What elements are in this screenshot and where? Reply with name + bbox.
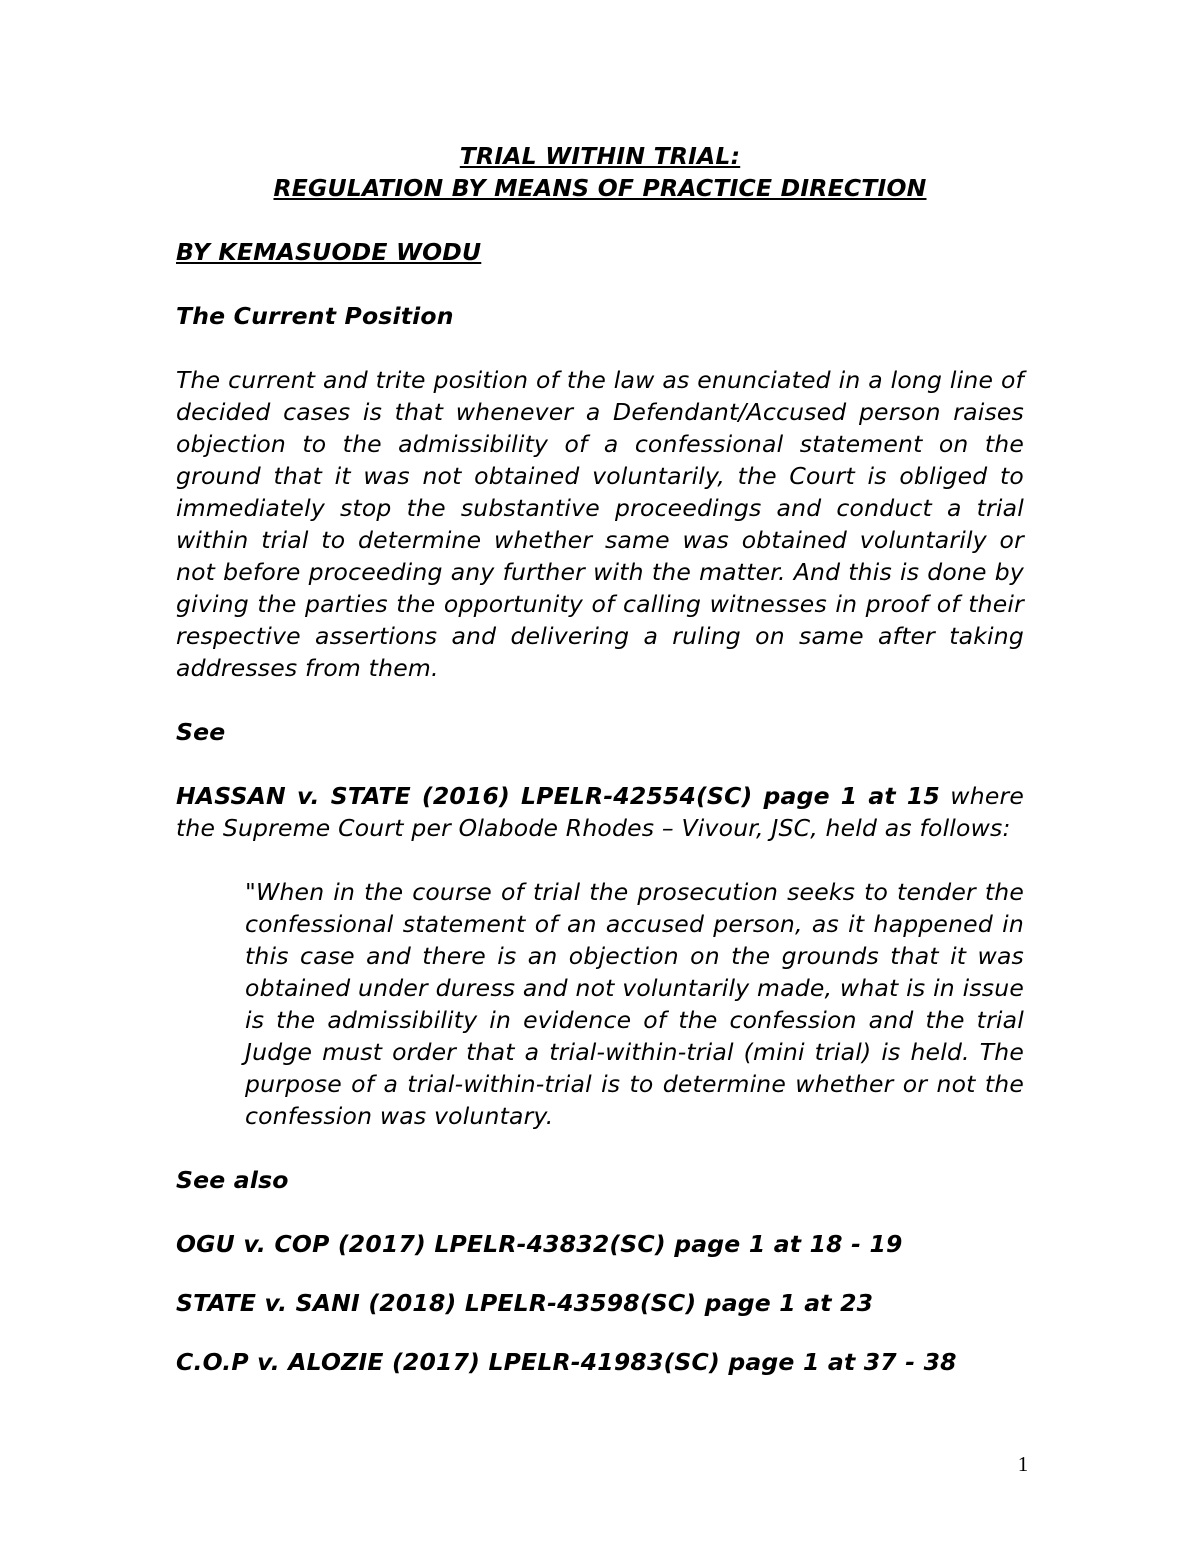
main-case-citation: HASSAN v. STATE (2016) LPELR-42554(SC) page 1 at 15	[176, 782, 940, 810]
document-body	[176, 140, 1024, 1378]
see-label: See	[176, 718, 226, 746]
page-number: 1	[1017, 1452, 1029, 1476]
case-citation-1: OGU v. COP (2017) LPELR-43832(SC) page 1 at 18 - 19	[176, 1230, 903, 1258]
document-author: BY KEMASUODE WODU	[176, 238, 482, 266]
case-citation-3: C.O.P v. ALOZIE (2017) LPELR-41983(SC) page 1 at 37 - 38	[176, 1348, 957, 1376]
intro-paragraph: The current and trite position of the law as enunciated in a long line of decided cases is that whenever a Defendant/Accused person raises objection to the admissibility of a confessional statement on the ground that it was not obtained voluntarily, the Court is obliged to immediately stop the substantive proceedings and conduct a trial within trial to determine whether same was obtained voluntarily or not before proceeding any further with the matter. And this is done by giving the parties the opportunity of calling witnesses in proof of their respective assertions and delivering a ruling on same after taking addresses from them.	[176, 366, 1024, 682]
document-title-line-1: TRIAL WITHIN TRIAL:	[459, 142, 741, 170]
case-quote: "When in the course of trial the prosecution seeks to tender the confessional statement of an accused person, as it happened in this case and there is an objection on the grounds that it was obtained under duress and not voluntarily made, what is in issue is the admissibility in evidence of the confession and the trial Judge must order that a trial-within-trial (mini trial) is held. The purpose of a trial-within-trial is to determine whether or not the confession was voluntary.	[245, 878, 1024, 1130]
section-heading: The Current Position	[176, 302, 454, 330]
main-case-description: where the Supreme Court per Olabode Rhodes – Vivour, JSC, held as follows:	[176, 782, 1024, 842]
main-case-paragraph	[176, 780, 1024, 844]
see-also-label: See also	[176, 1166, 289, 1194]
case-citation-2: STATE v. SANI (2018) LPELR-43598(SC) page 1 at 23	[176, 1289, 874, 1317]
document-title-line-2: REGULATION BY MEANS OF PRACTICE DIRECTION	[273, 174, 927, 202]
